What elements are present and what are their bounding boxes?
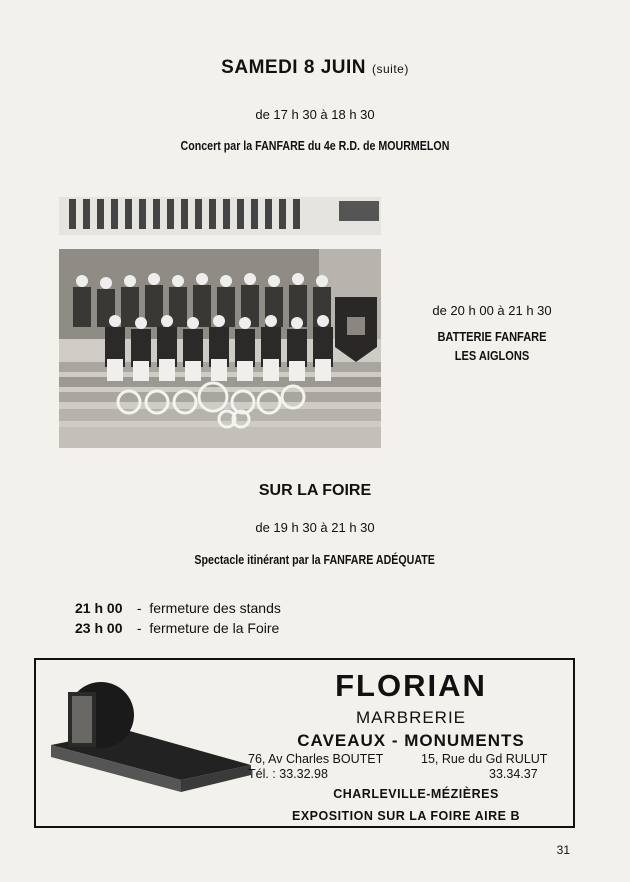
closing-row: 23 h 00 - fermeture de la Foire xyxy=(75,620,280,636)
gravestone-illustration xyxy=(46,670,256,820)
closing-label: fermeture de la Foire xyxy=(149,620,280,636)
title-text: SAMEDI 8 JUIN xyxy=(221,57,366,78)
batterie-name-line1: BATTERIE FANFARE xyxy=(437,329,547,344)
advert-tel-right: 33.34.37 xyxy=(489,767,538,781)
closing-time: 23 h 00 xyxy=(75,620,123,636)
batterie-name-line2: LES AIGLONS xyxy=(454,348,530,363)
advert-address-left: 76, Av Charles BOUTET xyxy=(248,752,384,766)
advert-line2: CAVEAUX - MONUMENTS xyxy=(297,731,525,750)
advert-address-right: 15, Rue du Gd RULUT xyxy=(421,752,548,766)
foire-heading: SUR LA FOIRE xyxy=(258,482,372,499)
advert-tel-left: Tél. : 33.32.98 xyxy=(248,767,328,781)
concert-description-wrap xyxy=(0,137,630,155)
closing-time: 21 h 00 xyxy=(75,600,123,616)
concert-description: Concert par la FANFARE du 4e R.D. de MOURMELON xyxy=(180,138,450,153)
page-number: 31 xyxy=(556,843,570,857)
batterie-block xyxy=(412,303,572,365)
band-photo-illustration xyxy=(59,197,381,448)
foire-description: Spectacle itinérant par la FANFARE ADÉQUATE xyxy=(194,552,436,567)
title-suffix: (suite) xyxy=(371,62,409,76)
advert-expo: EXPOSITION SUR LA FOIRE AIRE B xyxy=(292,809,520,823)
closing-row: 21 h 00 - fermeture des stands xyxy=(75,600,281,616)
closing-label: fermeture des stands xyxy=(149,600,281,616)
foire-description-wrap xyxy=(0,551,630,569)
page-title xyxy=(0,57,630,79)
advert-city: CHARLEVILLE-MÉZIÈRES xyxy=(333,787,499,801)
batterie-time: de 20 h 00 à 21 h 30 xyxy=(432,303,552,318)
band-photo xyxy=(59,197,381,448)
advert-brand: FLORIAN xyxy=(335,668,487,703)
advert-line1: MARBRERIE xyxy=(355,708,467,727)
advert-box xyxy=(34,658,575,828)
foire-time: de 19 h 30 à 21 h 30 xyxy=(255,520,375,535)
concert-time: de 17 h 30 à 18 h 30 xyxy=(255,107,375,122)
